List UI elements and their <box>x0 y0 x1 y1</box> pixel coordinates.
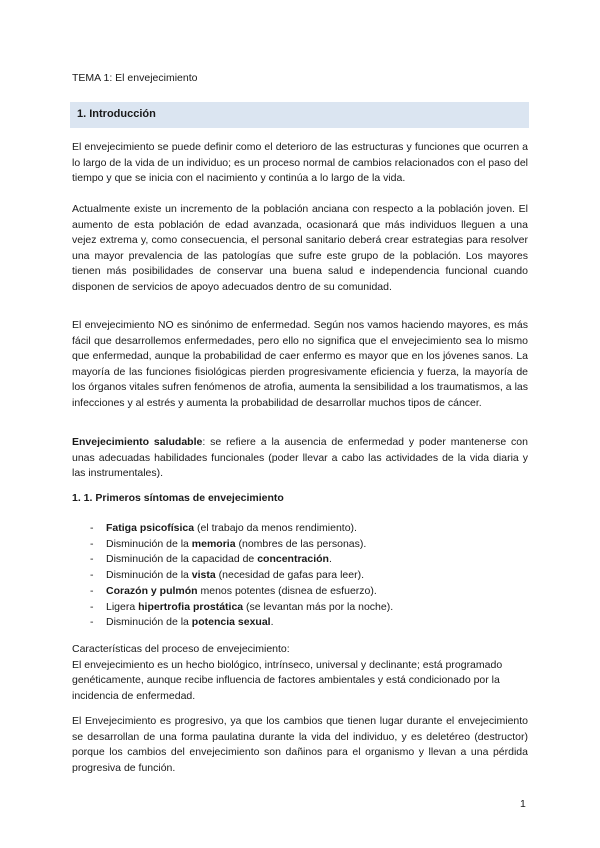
list-dash: - <box>90 584 94 597</box>
paragraph-characteristics <box>72 642 528 704</box>
healthy-aging-term: Envejecimiento saludable <box>72 436 203 448</box>
characteristics-title: Características del proceso de envejecimiento: <box>72 643 290 655</box>
healthy-aging-definition: : se refiere a la ausencia de enfermedad y poder mantenerse con unas adecuadas habilidades funcionales (poder llevar a cabo las actividades de la vida diaria y las instrumentales). <box>72 436 528 480</box>
list-item: - Disminución de la potencia sexual. <box>72 615 512 631</box>
paragraph-progressive: El Envejecimiento es progresivo, ya que los cambios que tienen lugar durante el envejecimiento se desarrollan de una forma paulatina durante la vida del individuo, y es deletéreo (destructor) porque los cambios del envejecimiento son dañinos para el organismo y llevan a una pérdida progresiva de función. <box>72 715 528 774</box>
list-item: - Ligera hipertrofia prostática (se levantan más por la noche). <box>72 600 512 616</box>
list-item: - Fatiga psicofísica (el trabajo da menos rendimiento). <box>72 521 512 537</box>
paragraph-definition: El envejecimiento se puede definir como el deterioro de las estructuras y funciones que ocurren a lo largo de la vida de un individuo; es un proceso normal de cambios relacionados con el paso del tiempo y que se inicia con el nacimiento y continúa a lo largo de la vida. <box>72 141 528 185</box>
paragraph-population: Actualmente existe un incremento de la población anciana con respecto a la población joven. El aumento de esta población de edad avanzada, ocasionará que más individuos lleguen a una vejez extrema y, como consecuencia, el personal sanitario deberá crear estrategias para resolver una mayor prevalencia de las patologías que sufre este grupo de la población. Los mayores tienen más posibilidades de conservar una buena salud e independencia funcional cuando disponen de servicios de apoyo adecuados dentro de su comunidad. <box>72 203 528 293</box>
characteristics-body: El envejecimiento es un hecho biológico, intrínseco, universal y declinante; está programado genéticamente, aunque recibe influencia de factores ambientales y está condicionado por la incidencia de enfermedad. <box>72 658 503 702</box>
paragraph-healthy-aging <box>72 435 528 482</box>
list-item: - Disminución de la memoria (nombres de las personas). <box>72 537 512 553</box>
list-item: - Disminución de la vista (necesidad de gafas para leer). <box>72 568 512 584</box>
list-dash: - <box>90 553 94 566</box>
section-heading: 1. Introducción <box>77 108 156 120</box>
topic-title: TEMA 1: El envejecimiento <box>72 72 198 84</box>
list-dash: - <box>90 569 94 582</box>
list-dash: - <box>90 600 94 613</box>
list-item: - Corazón y pulmón menos potentes (disnea de esfuerzo). <box>72 584 512 600</box>
list-item: - Disminución de la capacidad de concentración. <box>72 552 512 568</box>
list-dash: - <box>90 537 94 550</box>
paragraph-not-disease: El envejecimiento NO es sinónimo de enfermedad. Según nos vamos haciendo mayores, es más fácil que desarrollemos enfermedades, pero ello no significa que el envejecimiento sea lo mismo que enfermedad, aunque la probabilidad de caer enfermo es mayor que en los jóvenes sanos. La mayoría de las funciones fisiológicas pierden progresivamente eficiencia y fuerza, la mayoría de los órganos vitales sufren fenómenos de atrofia, aumenta la sensibilidad a los traumatismos, a las infecciones y al estrés y aumenta la probabilidad de desarrollar muchos tipos de cáncer. <box>72 319 528 409</box>
symptoms-list <box>72 521 512 631</box>
list-dash: - <box>90 616 94 629</box>
page-number: 1 <box>520 798 526 810</box>
list-dash: - <box>90 522 94 534</box>
section-heading-bar <box>70 102 529 128</box>
subsection-heading: 1. 1. Primeros síntomas de envejecimiento <box>72 492 284 504</box>
